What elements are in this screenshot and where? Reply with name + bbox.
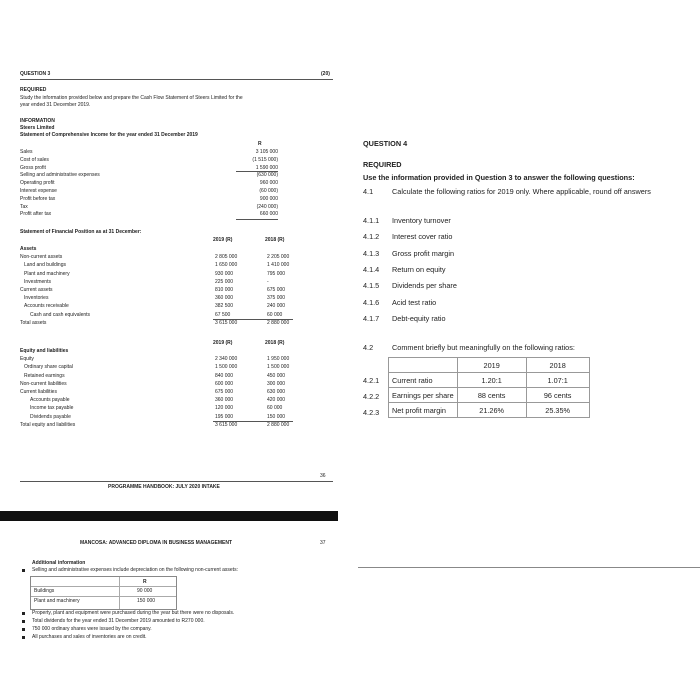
sci-currency: R (258, 141, 262, 147)
ratio-row-number: 4.2.2 (363, 392, 380, 401)
ratio-row-number: 4.2.1 (363, 376, 380, 385)
assets-row-2019: 360 000 (215, 295, 234, 302)
equity-row-2019: 1 500 000 (215, 364, 238, 371)
assets-row-label: Inventories (24, 295, 49, 302)
q4-subitem-text: Gross profit margin (392, 248, 455, 258)
equity-row-label: Equity and liabilities (20, 348, 69, 354)
assets-row-2018: - (267, 278, 269, 285)
q3-marks: (20) (321, 71, 330, 77)
assets-row-2019: 225 000 (215, 278, 234, 285)
bullet-marker (22, 612, 25, 615)
equity-row-2018: 150 000 (267, 413, 286, 420)
q3-company: Steers Limited (20, 125, 55, 131)
income-subtotal-rule (236, 219, 278, 220)
depreciation-currency: R (143, 579, 147, 585)
income-row-label: Sales (20, 149, 33, 155)
equity-row-2018: 1 500 000 (267, 364, 290, 371)
income-row-label: Profit after tax (20, 211, 52, 218)
assets-row-2018: 1 410 000 (267, 262, 290, 269)
q4-item-42-number: 4.2 (363, 343, 374, 352)
depreciation-row-value: 150 000 (137, 598, 156, 604)
equity-row-2018: 2 880 000 (267, 421, 290, 428)
income-row-label: Selling and administrative expenses (20, 172, 100, 179)
ratio-label: Earnings per share (389, 388, 458, 403)
ratio-value-2018: 1.07:1 (526, 373, 589, 388)
income-row-value: (1 515 000) (252, 156, 278, 163)
assets-total-rule (213, 319, 293, 320)
assets-row-label: Assets (20, 246, 37, 252)
equity-row-2018: 630 000 (267, 389, 286, 395)
equity-row-2019: 600 000 (215, 380, 234, 387)
page-37-number: 37 (320, 540, 326, 546)
income-row-value: (60 000) (259, 188, 278, 194)
bullet-marker (22, 636, 25, 639)
assets-row-2019: 3 615 000 (215, 319, 238, 326)
q4-item-41-text: Calculate the following ratios for 2019 only. Where applicable, round off answers (392, 187, 651, 196)
income-row-label: Tax (20, 203, 28, 210)
q4-item-41-number: 4.1 (363, 187, 374, 196)
income-row-value: 3 105 000 (255, 149, 278, 155)
bullet-marker (22, 569, 25, 572)
equity-row-label: Dividends payable (30, 413, 71, 420)
ratio-table (388, 357, 590, 418)
equity-col-2019: 2019 (R) (213, 340, 233, 346)
income-row-value: 900 000 (259, 195, 278, 202)
equity-row-2019: 840 000 (215, 372, 234, 379)
assets-row-label: Total assets (20, 319, 47, 326)
page-36-number: 36 (320, 473, 326, 479)
income-row-value: (240 000) (256, 203, 278, 210)
q4-required: REQUIRED (363, 160, 402, 169)
equity-row-2019: 120 000 (215, 405, 234, 412)
income-row-label: Cost of sales (20, 156, 49, 163)
assets-row-2018: 2 205 000 (267, 254, 290, 261)
q4-subitem-number: 4.1.2 (363, 232, 380, 242)
income-subtotal-rule (236, 171, 278, 172)
income-row-label: Gross profit (20, 164, 46, 171)
equity-row-2018: 300 000 (267, 380, 286, 387)
equity-row-label: Accounts payable (30, 397, 70, 404)
q3-instruction-2: year ended 31 December 2019. (20, 102, 91, 108)
ratio-table-row (389, 403, 590, 418)
income-row-label: Interest expense (20, 188, 57, 194)
ratio-table-row (389, 373, 590, 388)
assets-row-2018: 675 000 (267, 287, 286, 293)
assets-row-label: Plant and machinery (24, 270, 70, 277)
q4-subitem-text: Inventory turnover (392, 216, 451, 225)
assets-row-2019: 382 500 (215, 303, 234, 310)
assets-row-2019: 67 500 (215, 311, 231, 318)
additional-bullet-5: All purchases and sales of inventories are on credit. (32, 634, 147, 640)
assets-row-2018: 2 880 000 (267, 319, 290, 326)
assets-col-2018: 2018 (R) (265, 237, 285, 243)
sci-title: Statement of Comprehensive Income for the year ended 31 December 2019 (20, 132, 198, 138)
q4-subitem-text: Debt-equity ratio (392, 313, 446, 323)
q3-heading: QUESTION 3 (20, 71, 51, 77)
q4-subitem-text: Dividends per share (392, 281, 457, 291)
equity-row-label: Non-current liabilities (20, 380, 67, 387)
equity-row-2019: 360 000 (215, 397, 234, 404)
q3-heading-rule (20, 79, 333, 80)
q4-subitem-text: Acid test ratio (392, 297, 437, 307)
additional-bullet-4: 750 000 ordinary shares were issued by the company. (32, 626, 152, 632)
assets-row-label: Accounts receivable (24, 303, 69, 310)
assets-row-2018: 795 000 (267, 270, 286, 277)
depreciation-rule (31, 586, 176, 587)
equity-row-label: Total equity and liabilities (20, 421, 76, 428)
q4-subitem-number: 4.1.7 (363, 313, 380, 323)
q3-required: REQUIRED (20, 87, 47, 93)
ratio-row-number: 4.2.3 (363, 408, 380, 417)
equity-row-2019: 3 615 000 (215, 421, 238, 428)
assets-row-label: Investments (24, 278, 51, 285)
ratio-label: Net profit margin (389, 403, 458, 418)
q4-subitem-text: Return on equity (392, 264, 446, 274)
equity-row-label: Ordinary share capital (24, 364, 73, 371)
equity-row-2019: 195 000 (215, 413, 234, 420)
ratio-value-2019: 21.26% (457, 403, 526, 418)
q3-information: INFORMATION (20, 118, 55, 124)
additional-bullet-2: Property, plant and equipment were purchased during the year but there were no disposals. (32, 610, 235, 616)
ratio-value-2019: 1.20:1 (457, 373, 526, 388)
bullet-marker (22, 620, 25, 623)
equity-row-2018: 60 000 (267, 405, 283, 412)
q4-subitem-number: 4.1.3 (363, 248, 380, 258)
income-row-value: (630 000) (256, 172, 278, 179)
additional-bullet-1: Selling and administrative expenses include depreciation on the following non-current assets: (32, 567, 238, 573)
depreciation-row-value: 90 000 (137, 588, 153, 594)
assets-row-label: Land and buildings (24, 262, 66, 269)
additional-info-title: Additional information (32, 560, 86, 566)
equity-row-label: Income tax payable (30, 405, 74, 412)
page-divider (0, 511, 338, 521)
additional-bullet-3: Total dividends for the year ended 31 December 2019 amounted to R270 000. (32, 618, 205, 624)
income-row-label: Profit before tax (20, 195, 56, 202)
page-36-footer: PROGRAMME HANDBOOK: JULY 2020 INTAKE (108, 484, 220, 490)
depreciation-table (30, 576, 177, 610)
q4-subitem-number: 4.1.5 (363, 281, 380, 291)
assets-col-2019: 2019 (R) (213, 237, 233, 243)
income-row-label: Operating profit (20, 180, 55, 187)
equity-row-label: Equity (20, 356, 34, 363)
assets-row-label: Cash and cash equivalents (30, 311, 91, 318)
income-row-value: 960 000 (259, 180, 278, 187)
ratio-table-row (389, 388, 590, 403)
income-row-value: 1 590 000 (255, 164, 278, 171)
q4-subitem-number: 4.1.6 (363, 297, 380, 307)
equity-row-2019: 675 000 (215, 389, 234, 395)
right-page-rule (358, 567, 700, 568)
bullet-marker (22, 628, 25, 631)
q4-heading: QUESTION 4 (363, 139, 408, 148)
q4-subitem-text: Interest cover ratio (392, 232, 453, 242)
assets-row-label: Non-current assets (20, 254, 63, 261)
q4-subitem-number: 4.1.4 (363, 264, 380, 274)
assets-row-2019: 1 650 000 (215, 262, 238, 269)
ratio-table-header-year: 2018 (526, 358, 589, 373)
assets-row-2019: 930 000 (215, 270, 234, 277)
equity-row-label: Current liabilities (20, 389, 57, 395)
ratio-value-2018: 96 cents (526, 388, 589, 403)
assets-row-2018: 240 000 (267, 303, 286, 310)
depreciation-rule (31, 596, 176, 597)
ratio-table-header-blank (389, 358, 458, 373)
ratio-table-header (389, 358, 590, 373)
equity-row-2018: 1 950 000 (267, 356, 290, 363)
equity-col-2018: 2018 (R) (265, 340, 285, 346)
equity-total-rule (213, 421, 293, 422)
ratio-label: Current ratio (389, 373, 458, 388)
depreciation-column-rule (119, 577, 120, 609)
footer-rule (20, 481, 333, 482)
q4-item-42-text: Comment briefly but meaningfully on the following ratios: (392, 343, 575, 352)
assets-row-label: Current assets (20, 287, 53, 293)
page-37-header: MANCOSA: ADVANCED DIPLOMA IN BUSINESS MANAGEMENT (80, 540, 233, 546)
ratio-value-2019: 88 cents (457, 388, 526, 403)
equity-row-label: Retained earnings (24, 372, 65, 379)
depreciation-row-label: Plant and machinery (34, 598, 80, 604)
equity-row-2019: 2 340 000 (215, 356, 238, 363)
assets-row-2019: 2 805 000 (215, 254, 238, 261)
assets-row-2019: 810 000 (215, 287, 234, 293)
equity-row-2018: 450 000 (267, 372, 286, 379)
q3-instruction-1: Study the information provided below and prepare the Cash Flow Statement of Steers Limited for the (20, 95, 243, 101)
equity-row-2018: 420 000 (267, 397, 286, 404)
depreciation-row-label: Buildings (34, 588, 55, 594)
q4-subitem-number: 4.1.1 (363, 216, 380, 225)
income-row-value: 660 000 (259, 211, 278, 218)
assets-row-2018: 375 000 (267, 295, 286, 302)
q4-instruction: Use the information provided in Question 3 to answer the following questions: (363, 173, 635, 182)
ratio-table-header-year: 2019 (457, 358, 526, 373)
ratio-value-2018: 25.35% (526, 403, 589, 418)
sfp-title: Statement of Financial Position as at 31 December: (20, 229, 142, 235)
assets-row-2018: 60 000 (267, 311, 283, 318)
